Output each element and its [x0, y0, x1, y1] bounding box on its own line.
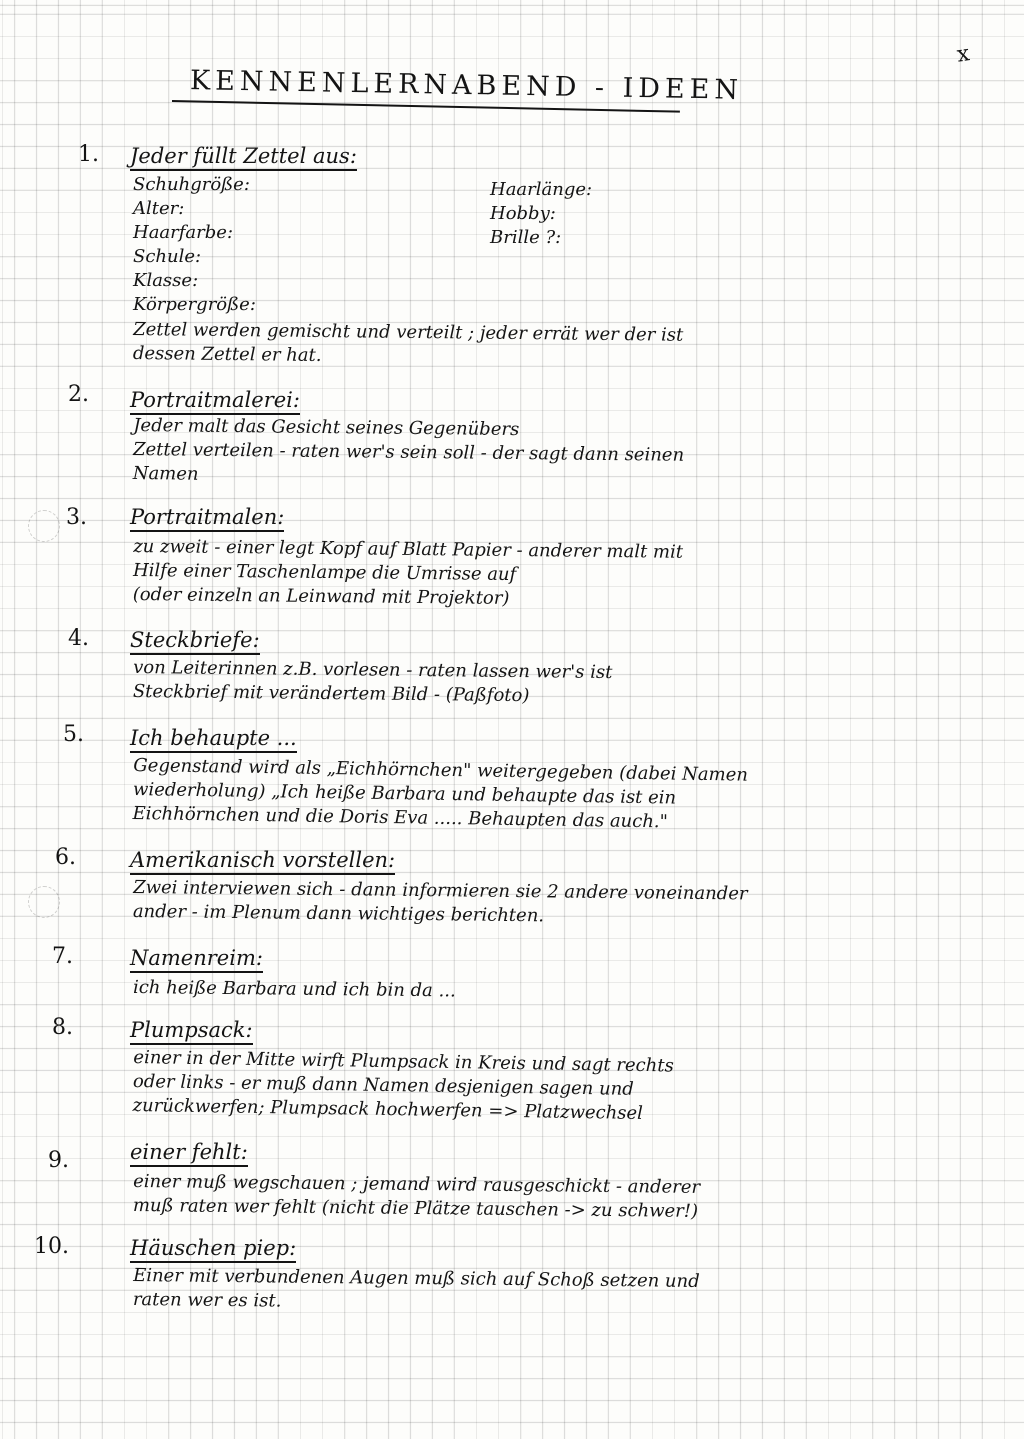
- form-field: Alter:: [133, 198, 185, 219]
- section-heading: Plumpsack:: [130, 1018, 253, 1045]
- section-text: [133, 876, 748, 930]
- section-number: 8.: [52, 1015, 73, 1040]
- corner-mark: x: [955, 41, 972, 68]
- section-text: [133, 1264, 700, 1318]
- text-line: Gegenstand wird als „Eichhörnchen" weitergegeben (dabei Namen: [133, 755, 749, 786]
- text-line: Zwei interviewen sich - dann informieren sie 2 andere voneinander: [133, 877, 748, 905]
- text-line: wiederholung) „Ich heiße Barbara und behaupte das ist ein: [132, 779, 677, 809]
- form-fields-right: [490, 178, 592, 250]
- text-line: muß raten wer fehlt (nicht die Plätze tauschen -> zu schwer!): [132, 1195, 699, 1222]
- section-text: [133, 318, 684, 372]
- section-text: [133, 976, 456, 1003]
- section-text: [133, 414, 685, 492]
- section-heading: Amerikanisch vorstellen:: [130, 848, 395, 875]
- section-heading: Portraitmalen:: [130, 505, 284, 532]
- text-line: einer muß wegschauen ; jemand wird rausgeschickt - anderer: [133, 1171, 701, 1198]
- form-field: Haarlänge:: [490, 179, 593, 200]
- section-number: 4.: [68, 626, 89, 651]
- text-line: Zettel verteilen - raten wer's sein soll - der sagt dann seinen: [132, 439, 685, 466]
- section-heading: Steckbriefe:: [130, 628, 260, 655]
- text-line: einer in der Mitte wirft Plumpsack in Kreis und sagt rechts: [133, 1047, 674, 1077]
- section-number: 1.: [78, 142, 99, 167]
- section-heading: einer fehlt:: [130, 1140, 248, 1167]
- form-field: Haarfarbe:: [133, 222, 234, 243]
- form-field: Körpergröße:: [133, 294, 256, 315]
- section-text: [132, 1046, 674, 1126]
- text-line: Eichhörnchen und die Doris Eva ..... Behaupten das auch.": [132, 802, 669, 833]
- form-fields-left: [133, 173, 256, 317]
- text-line: Einer mit verbundenen Augen muß sich auf Schoß setzen und: [133, 1265, 700, 1292]
- section-text: [133, 656, 613, 709]
- section-text: [132, 754, 748, 836]
- punch-hole-mark: [28, 510, 60, 542]
- text-line: zu zweit - einer legt Kopf auf Blatt Papier - anderer malt mit: [133, 536, 684, 563]
- form-field: Brille ?:: [490, 227, 562, 248]
- section-number: 5.: [63, 722, 84, 747]
- section-heading: Häuschen piep:: [130, 1236, 296, 1263]
- section-heading: Jeder füllt Zettel aus:: [130, 144, 357, 171]
- text-line: ander - im Plenum dann wichtiges berichten.: [132, 900, 545, 927]
- text-line: Namen: [132, 462, 199, 485]
- text-line: von Leiterinnen z.B. vorlesen - raten lassen wer's ist: [133, 657, 613, 684]
- section-number: 2.: [68, 382, 89, 407]
- section-number: 9.: [48, 1148, 69, 1173]
- text-line: Hilfe einer Taschenlampe die Umrisse auf: [132, 560, 517, 586]
- text-line: raten wer es ist.: [132, 1289, 282, 1312]
- section-text: [133, 535, 684, 613]
- text-line: Jeder malt das Gesicht seines Gegenübers: [133, 415, 520, 441]
- form-field: Schuhgröße:: [133, 174, 250, 195]
- text-line: Zettel werden gemischt und verteilt ; jeder errät wer der ist: [133, 319, 684, 346]
- section-number: 3.: [66, 505, 87, 530]
- form-field: Hobby:: [490, 203, 556, 224]
- text-line: (oder einzeln an Leinwand mit Projektor): [132, 583, 510, 609]
- section-heading: Portraitmalerei:: [130, 388, 300, 415]
- text-line: zurückwerfen; Plumpsack hochwerfen => Platzwechsel: [132, 1094, 644, 1125]
- section-number: 10.: [34, 1234, 69, 1259]
- section-heading: Ich behaupte ...: [130, 726, 297, 753]
- page-title: KENNENLERNABEND - IDEEN: [189, 65, 744, 106]
- form-field: Klasse:: [133, 270, 199, 291]
- section-heading: Namenreim:: [130, 946, 263, 973]
- section-text: [133, 1170, 700, 1224]
- text-line: dessen Zettel er hat.: [132, 342, 322, 366]
- text-line: ich heiße Barbara und ich bin da ...: [132, 977, 456, 1002]
- section-number: 6.: [55, 845, 76, 870]
- text-line: Steckbrief mit verändertem Bild - (Paßfoto): [132, 680, 530, 707]
- punch-hole-mark: [28, 886, 60, 918]
- text-line: oder links - er muß dann Namen desjenigen sagen und: [132, 1071, 634, 1100]
- section-number: 7.: [52, 944, 73, 969]
- form-field: Schule:: [133, 246, 202, 267]
